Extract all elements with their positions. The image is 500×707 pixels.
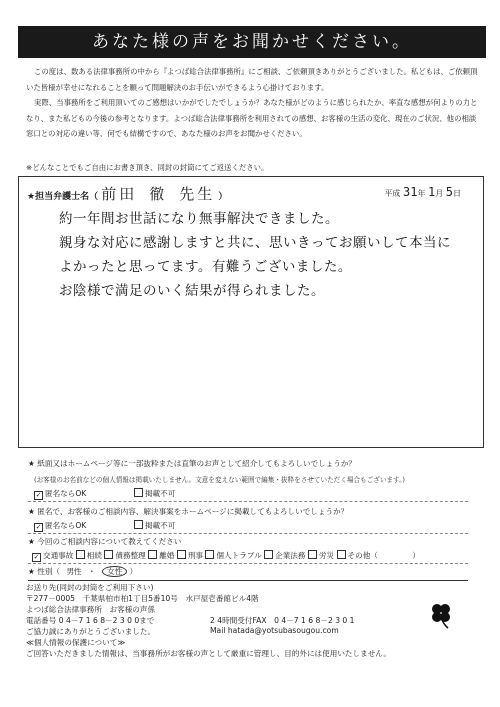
divider — [28, 563, 468, 564]
divider — [28, 501, 468, 502]
lawyer-label: ★担当弁護士名（ — [27, 192, 99, 202]
case-type-inheritance-label: 相続 — [86, 551, 102, 560]
divider — [28, 580, 468, 581]
case-type-labor[interactable] — [308, 551, 334, 560]
mail-label: Mail — [210, 626, 226, 635]
case-type-inheritance-checkbox[interactable] — [76, 550, 85, 559]
case-type-divorce[interactable] — [148, 551, 174, 560]
case-type-traffic[interactable] — [32, 551, 73, 560]
case-type-personal-label: 個人トラブル — [216, 551, 262, 560]
q2-option-no-publish-label: 掲載不可 — [145, 521, 176, 530]
date-era: 平成 — [384, 189, 401, 198]
date-day: 5 — [445, 185, 453, 199]
q1-checkbox-no-publish[interactable] — [134, 488, 143, 497]
case-type-inheritance[interactable] — [76, 551, 102, 560]
q1-option-anonymous-ok[interactable] — [34, 488, 86, 500]
thanks: ご協力誠にありがとうございました。 — [26, 627, 156, 636]
intro-text — [26, 64, 482, 142]
address: 〒277－0005 千葉県柏市柏1丁目5番10号 水戸屋壱番館ビル4階 — [26, 594, 259, 603]
q2-option-anonymous-ok[interactable] — [34, 520, 86, 532]
gender-label: ★ 性別（ — [28, 567, 61, 576]
case-type-other[interactable] — [337, 551, 378, 560]
intro-paragraph-2: 実際、当事務所をご利用頂いてのご感想はいかがでしたでしょうか？あなた様がどのように感じられたか、率直な感想が何よりの力となり、また私どもの今後の参考となります。よつば総合法律事務所を利用されての感想、お客様の生活の変化、現在のご状況、他の相談窓口との対応の違い等、何でも結構ですので、あなた様のお声をお聞かせください。 — [26, 98, 478, 138]
gender-separator: ・ — [88, 567, 96, 576]
gender-close: ） — [129, 567, 138, 576]
office-name: よつば総合法律事務所 お客様の声係 — [26, 605, 156, 614]
case-type-debt-checkbox[interactable] — [104, 550, 113, 559]
q1-option-anonymous-label: 匿名ならOK — [45, 489, 87, 498]
free-write-hint: ※どんなことでもご自由にお書き頂き、同封の封筒にてご返送ください。 — [26, 163, 269, 172]
lawyer-name-handwritten: 前田 徹 先生 — [101, 185, 216, 203]
case-type-divorce-checkbox[interactable] — [148, 550, 157, 559]
q2-option-anonymous-label: 匿名ならOK — [45, 521, 87, 530]
q1-checkbox-anonymous[interactable]: ✓ — [35, 491, 42, 499]
question-publish-note: (お客様のお名前などの個人情報は掲載いたしません。文意を変えない範囲で編集・抜粋をさせていただく場合もございます。) — [34, 476, 405, 484]
question-case-publish: ★ 匿名で、お客様のご相談内容、解決事案をホームページに掲載してもよろしいでしょうか？ — [28, 507, 349, 516]
lawyer-label-close: ） — [218, 192, 228, 202]
question-case-type: ★ 今回のご相談内容について教えてください — [28, 537, 182, 546]
case-type-debt[interactable] — [104, 551, 145, 560]
fax: 2 4時間受付FAX 0 4－7 1 6 8－2 3 0 1 — [210, 616, 355, 625]
q1-option-no-publish[interactable] — [134, 488, 175, 499]
mail-row — [210, 626, 339, 635]
case-type-corporate-checkbox[interactable] — [264, 550, 273, 559]
case-type-labor-label: 労災 — [318, 551, 335, 560]
case-type-criminal[interactable] — [177, 551, 203, 560]
message-line-1: 約一年間お世話になり無事解決できました。 — [59, 211, 339, 227]
handwritten-message — [59, 207, 479, 303]
case-type-personal[interactable] — [205, 551, 261, 560]
message-line-2: 親身な対応に感謝しますと共に、思いきってお願いして本当に — [59, 235, 451, 251]
gender-female-circled[interactable]: 女性 — [102, 566, 127, 577]
clover-logo-icon — [426, 600, 456, 630]
case-type-corporate[interactable] — [264, 551, 305, 560]
case-type-criminal-label: 刑事 — [187, 551, 203, 560]
case-type-debt-label: 債務整理 — [115, 551, 146, 560]
date-day-unit: 日 — [453, 189, 461, 198]
case-type-labor-checkbox[interactable] — [308, 550, 317, 559]
case-type-options — [32, 550, 420, 562]
q2-checkbox-no-publish[interactable] — [134, 520, 143, 529]
question-publish: ★ 紙面又はホームページ等に一部抜粋または直筆のお声として紹介してもよろしいでしょうか？ — [28, 459, 357, 468]
q2-checkbox-anonymous[interactable]: ✓ — [35, 523, 42, 531]
gender-row — [28, 566, 137, 577]
case-type-other-checkbox[interactable] — [337, 550, 346, 559]
case-type-traffic-label: 交通事故 — [43, 551, 74, 560]
page-title: あなた様の声をお聞かせください。 — [18, 26, 486, 58]
case-type-other-close: ） — [412, 551, 420, 560]
send-to: お送り先(同封の封筒をご利用下さい) — [26, 583, 154, 592]
gender-male[interactable]: 男性 — [66, 567, 82, 576]
date-year: 31 — [402, 185, 418, 199]
case-type-other-label: その他（ — [347, 551, 378, 560]
phone: 電話番号 0 4－7 1 6 8－2 3 0 0まで — [26, 616, 155, 625]
intro-paragraph-1: この度は、数ある法律事務所の中から『よつば総合法律事務所』にご相談、ご依頼頂きありがとうございました。私どもは、ご依頼頂いた皆様が幸せになれることを願って問題解決のお手伝いができるよう心掛けております。 — [26, 67, 478, 92]
privacy-text: ご回答いただきました情報は、当事務所がお客様の声として厳重に管理し、目的外には使用いたしません。 — [26, 649, 391, 658]
date-month-unit: 月 — [435, 189, 444, 198]
case-type-traffic-checkbox[interactable]: ✓ — [33, 553, 40, 561]
case-type-divorce-label: 離婚 — [159, 551, 175, 560]
q2-option-no-publish[interactable] — [134, 520, 175, 531]
feedback-box — [18, 176, 484, 448]
lawyer-name-row — [27, 183, 227, 204]
q1-option-no-publish-label: 掲載不可 — [145, 489, 176, 498]
date-field — [384, 185, 461, 199]
case-type-personal-checkbox[interactable] — [205, 550, 214, 559]
privacy-title: ≪個人情報の保護について≫ — [26, 638, 126, 647]
date-month: 1 — [427, 185, 436, 199]
date-year-unit: 年 — [417, 189, 426, 198]
case-type-criminal-checkbox[interactable] — [177, 550, 186, 559]
case-type-corporate-label: 企業法務 — [275, 551, 306, 560]
message-line-3: よかったと思ってます。有難うございました。 — [59, 259, 352, 275]
mail-address[interactable]: hatada@yotsubasougou.com — [227, 626, 339, 635]
message-line-4: お陰様で満足のいく結果が得られました。 — [59, 283, 325, 299]
divider — [28, 533, 468, 534]
